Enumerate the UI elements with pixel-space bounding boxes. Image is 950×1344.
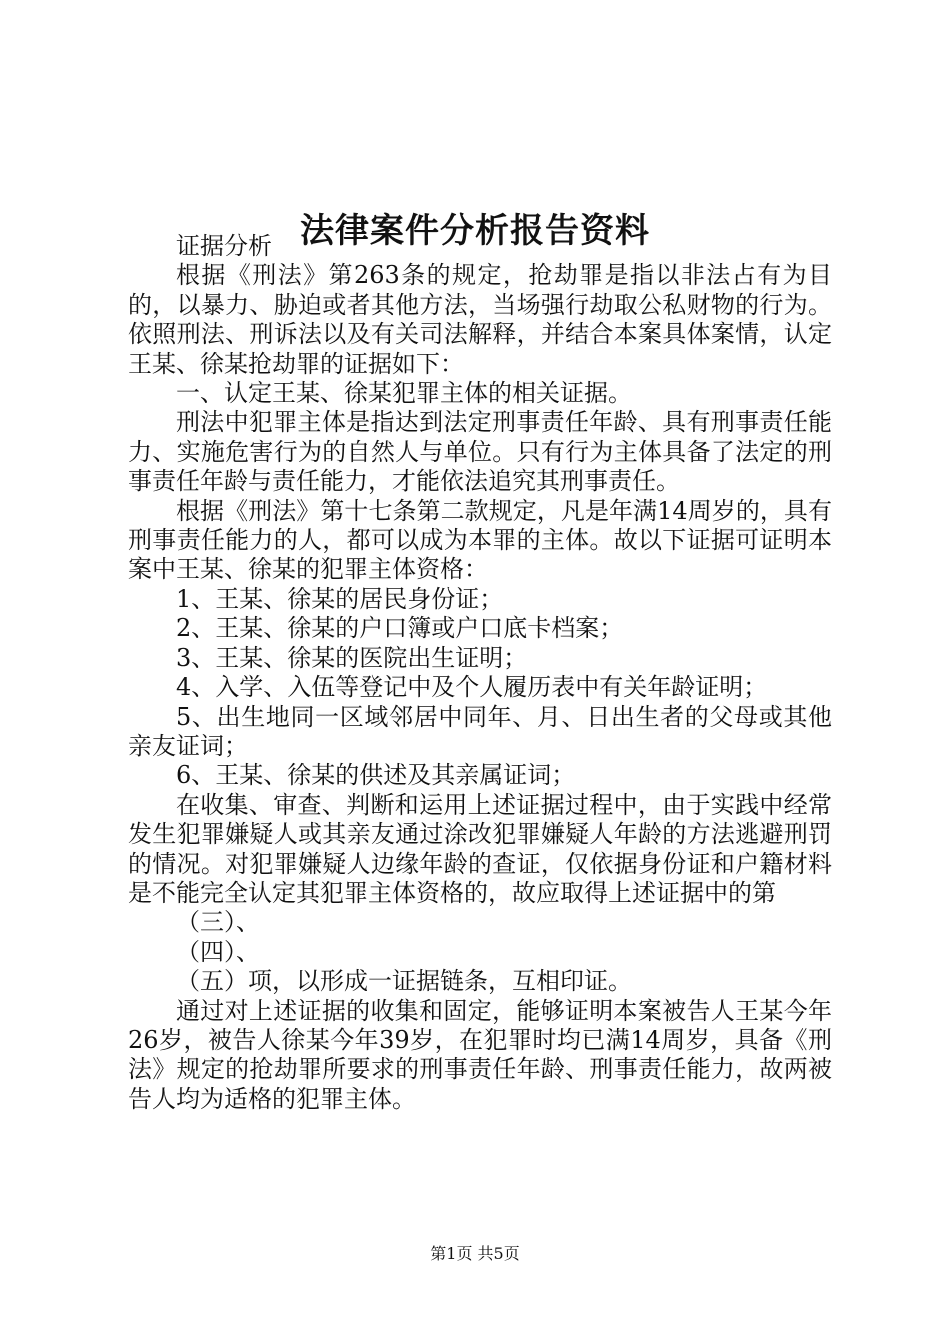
list-item: 6、王某、徐某的供述及其亲属证词； [176,761,576,790]
list-item: 3、王某、徐某的医院出生证明； [176,643,528,672]
document-body [128,232,832,1114]
paragraph: 通过对上述证据的收集和固定，能够证明本案被告人王某今年26岁，被告人徐某今年39岁，在犯罪时均已满14周岁，具备《刑法》规定的抢劫罪所要求的刑事责任年龄、刑事责任能力，故两被告人均为适格的犯罪主体。 [128,996,832,1113]
paragraph: 一、认定王某、徐某犯罪主体的相关证据。 [176,379,632,408]
list-item: （五）项，以形成一证据链条，互相印证。 [176,967,632,996]
list-item: （三）、 [176,908,260,937]
list-item: 2、王某、徐某的户口簿或户口底卡档案； [176,614,624,643]
list-item: 5、出生地同一区域邻居中同年、月、日出生者的父母或其他亲友证词； [128,702,832,760]
list-item: 1、王某、徐某的居民身份证； [176,584,504,613]
paragraph: 在收集、审查、判断和运用上述证据过程中，由于实践中经常发生犯罪嫌疑人或其亲友通过涂改犯罪嫌疑人年龄的方法逃避刑罚的情况。对犯罪嫌疑人边缘年龄的查证，仅依据身份证和户籍材料是不能完全认定其犯罪主体资格的，故应取得上述证据中的第 [128,790,832,907]
page-footer: 第1页 共5页 [430,1244,520,1263]
paragraph: 根据《刑法》第十七条第二款规定，凡是年满14周岁的，具有刑事责任能力的人，都可以成为本罪的主体。故以下证据可证明本案中王某、徐某的犯罪主体资格： [128,496,832,584]
paragraph: 刑法中犯罪主体是指达到法定刑事责任年龄、具有刑事责任能力、实施危害行为的自然人与单位。只有行为主体具备了法定的刑事责任年龄与责任能力，才能依法追究其刑事责任。 [128,408,832,496]
paragraph-heading: 证据分析 [176,232,272,260]
paragraph: 根据《刑法》第263条的规定，抢劫罪是指以非法占有为目的，以暴力、胁迫或者其他方法，当场强行劫取公私财物的行为。依照刑法、刑诉法以及有关司法解释，并结合本案具体案情，认定王某、徐某抢劫罪的证据如下： [128,261,832,378]
list-item: （四）、 [176,937,260,966]
document-title: 法律案件分析报告资料 [300,210,650,251]
list-item: 4、入学、入伍等登记中及个人履历表中有关年龄证明； [176,673,768,702]
